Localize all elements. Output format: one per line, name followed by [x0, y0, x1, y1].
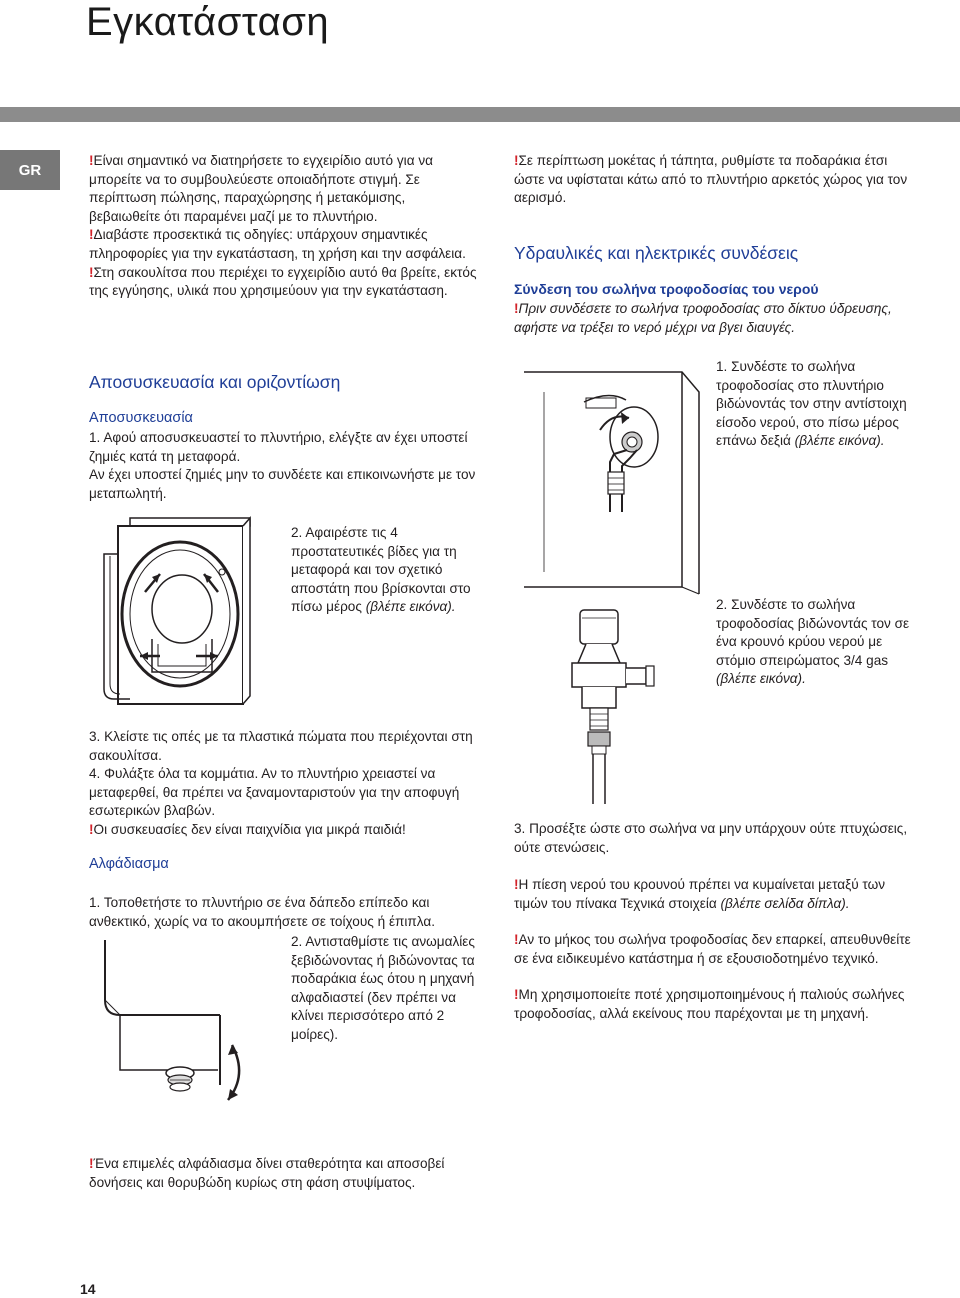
unpacking-step-3: 3. Κλείστε τις οπές με τα πλαστικά πώματα που περιέχονται στη σακουλίτσα. [89, 729, 473, 763]
unpacking-step-2: 2. Αφαιρέστε τις 4 προστατευτικές βίδες για τη μεταφορά και τον σχετικό αποστάτη που βρίσκονται στο πίσω μέρος (βλέπε εικόνα). [291, 525, 471, 615]
pressure-note: !Η πίεση νερού του κρουνού πρέπει να κυμαίνεται μεταξύ των τιμών του πίνακα Τεχνικά στοιχεία (βλέπε σελίδα δίπλα). [514, 877, 885, 911]
hose-step-3: 3. Προσέξτε ώστε στο σωλήνα να μην υπάρχουν ούτε πτυχώσεις, ούτε στενώσεις. [514, 821, 908, 855]
warning-mark-icon: ! [89, 153, 94, 168]
unpacking-steps-3-4 [89, 728, 484, 840]
intro-paragraph-3: !Στη σακουλίτσα που περιέχει το εγχειρίδιο αυτό θα βρείτε, εκτός της εγγύησης, υλικά που χρησιμεύουν για την εγκατάσταση. [89, 264, 477, 299]
intro-section [89, 152, 479, 301]
warning-mark-icon: ! [514, 932, 519, 948]
warning-mark-icon: ! [89, 227, 94, 243]
used-hose-note: !Μη χρησιμοποιείτε ποτέ χρησιμοποιημένους ή παλιούς σωλήνες τροφοδοσίας, αλλά εκείνους που παρέχονται με τη μηχανή. [514, 987, 905, 1021]
unpacking-heading: Αποσυσκευασία και οριζοντίωση [89, 372, 341, 392]
water-inlet-illustration [514, 362, 704, 602]
leveling-foot-illustration [100, 935, 285, 1110]
leveling-step-1: 1. Τοποθετήστε το πλυντήριο σε ένα δάπεδο επίπεδο και ανθεκτικό, χωρίς να το ακουμπήσετε σε τοίχους ή έπιπλα. [89, 895, 436, 929]
leveling-note: !Ένα επιμελές αλφάδιασμα δίνει σταθερότητα και αποσοβεί δονήσεις και θορυβώδη κυρίως στη φάση στυψίματος. [89, 1156, 445, 1190]
hose-step-1: 1. Συνδέστε το σωλήνα τροφοδοσίας στο πλυντήριο βιδώνοντάς τον στην αντίστοιχη είσοδο νερού, στο πίσω μέρος επάνω δεξιά (βλέπε εικόνα). [716, 359, 907, 449]
intro-paragraph-2: !Διαβάστε προσεκτικά τις οδηγίες: υπάρχουν σημαντικές πληροφορίες για την εγκατάσταση, τη χρήση και την ασφάλεια. [89, 227, 466, 261]
hose-step-2: 2. Συνδέστε το σωλήνα τροφοδοσίας βιδώνοντάς τον σε ένα κρουνό κρύου νερού με στόμιο σπειρώματος 3/4 gas (βλέπε εικόνα). [716, 597, 910, 687]
length-note: !Αν το μήκος του σωλήνα τροφοδοσίας δεν επαρκεί, απευθυνθείτε σε ένα ειδικευμένο κατάστημα ή σε εξουσιοδοτημένο τεχνικό. [514, 932, 911, 966]
language-tab: GR [0, 150, 60, 190]
warning-mark-icon: ! [89, 264, 94, 280]
unpacking-subheading: Αποσυσκευασία [89, 410, 193, 426]
warning-mark-icon: ! [514, 987, 519, 1003]
washer-back-illustration [100, 514, 280, 714]
right-notes [514, 876, 914, 1024]
unpacking-step-1: 1. Αφού αποσυσκευαστεί το πλυντήριο, ελέγξτε αν έχει υποστεί ζημιές κατά τη μεταφορά. Αν έχει υποστεί ζημιές μην το συνδέετε και επικοινωνήστε με τον μεταπωλητή. [89, 430, 476, 501]
page-title: Εγκατάσταση [86, 0, 330, 44]
connections-heading: Υδραυλικές και ηλεκτρικές συνδέσεις [514, 243, 799, 263]
tap-illustration [560, 608, 670, 808]
header-band [0, 107, 960, 122]
warning-mark-icon: ! [89, 1156, 94, 1171]
water-hose-subheading: Σύνδεση του σωλήνα τροφοδοσίας του νερού [514, 281, 819, 297]
leveling-step-2: 2. Αντισταθμίστε τις ανωμαλίες ξεβιδώνοντας ή βιδώνοντας τα ποδαράκια έως ότου η μηχανή αλφαδιαστεί (δεν πρέπει να κλίνει περισσότερο από 2 μοίρες). [291, 934, 475, 1042]
leveling-heading: Αλφάδιασμα [89, 856, 169, 872]
warning-mark-icon: ! [514, 877, 519, 892]
carpet-note: !Σε περίπτωση μοκέτας ή τάπητα, ρυθμίστε τα ποδαράκια έτσι ώστε να υφίσταται κάτω από το πλυντήριο αρκετός χώρος για τον αερισμό. [514, 153, 908, 206]
intro-paragraph-1: !Είναι σημαντικό να διατηρήσετε το εγχειρίδιο αυτό για να μπορείτε να το συμβουλεύεστε οποιαδήποτε στιγμή. Σε περίπτωση πώλησης, παραχώρησης ή μετακόμισης, βεβαιωθείτε ότι παραμένει μαζί με το πλυντήριο. [89, 153, 433, 224]
page-number: 14 [80, 1281, 96, 1297]
warning-mark-icon: ! [514, 153, 519, 168]
pre-connection-note: !Πριν συνδέσετε το σωλήνα τροφοδοσίας στο δίκτυο ύδρευσης, αφήστε να τρέξει το νερό μέχρι να βγει διαυγές. [514, 301, 892, 335]
warning-mark-icon: ! [89, 821, 94, 837]
unpacking-warning: !Οι συσκευασίες δεν είναι παιχνίδια για μικρά παιδιά! [89, 821, 406, 837]
warning-mark-icon: ! [514, 301, 519, 316]
unpacking-step-4: 4. Φυλάξτε όλα τα κομμάτια. Αν το πλυντήριο χρειαστεί να μεταφερθεί, θα πρέπει να ξαναμονταριστούν για την αποφυγή εσωτερικών βλαβών. [89, 766, 460, 819]
